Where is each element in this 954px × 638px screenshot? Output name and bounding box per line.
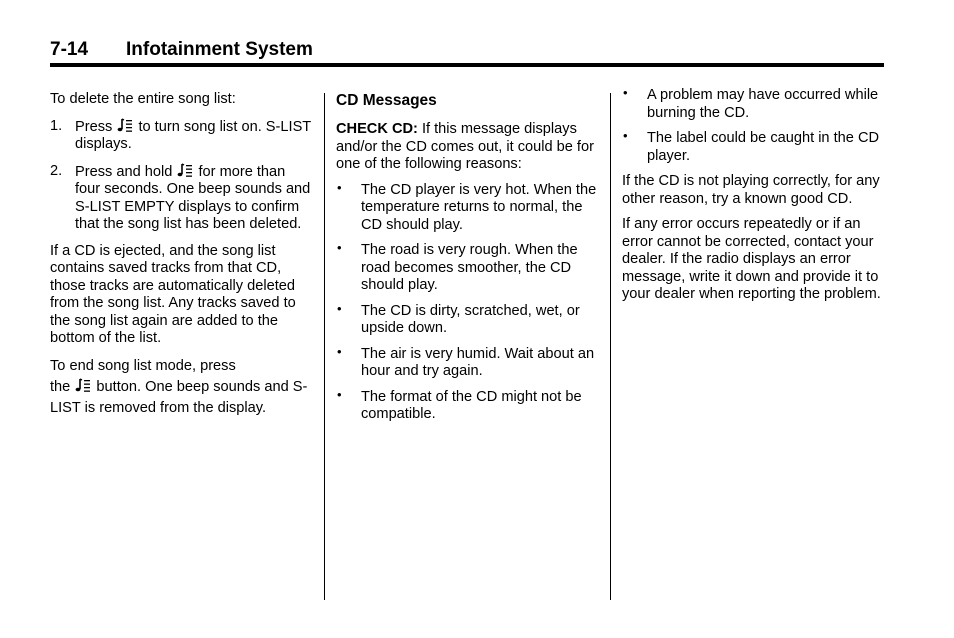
page-header [50,38,884,62]
bullet-icon: • [337,240,342,255]
step-number: 2. [50,162,63,179]
known-good-cd-paragraph: If the CD is not playing correctly, for any other reason, try a known good CD. [622,173,880,207]
bullet-item [336,179,602,235]
delete-intro: To delete the entire song list: [50,91,236,107]
bullet-text: The format of the CD might not be compatible. [361,388,582,422]
bullet-text: The CD player is very hot. When the temperature returns to normal, the CD should play. [361,181,597,233]
step-text-before: Press and hold [75,163,173,180]
bullet-item [622,130,884,165]
end-mode-paragraph [50,356,312,419]
bullet-icon: • [623,128,628,143]
song-list-icon [75,378,91,393]
step-1 [50,118,312,154]
column-2 [336,91,602,432]
step-2 [50,163,312,234]
column-divider-1 [324,93,325,600]
step-text-after: for more than four seconds. One beep sounds and S-LIST EMPTY displays to confirm that the song list has been deleted. [75,163,311,232]
bullet-icon: • [623,85,628,100]
bullet-icon: • [337,343,342,359]
step-number: 1. [50,117,63,134]
bullet-item [336,386,602,424]
song-list-icon [177,163,193,178]
column-3 [622,87,884,312]
error-paragraph: If any error occurs repeatedly or if an error cannot be corrected, contact your dealer. If the radio displays an error message, write it down and provide it to your dealer when reporting the problem. [622,216,881,302]
check-cd-text: If this message displays and/or the CD comes out, it could be for one of the following reasons: [336,121,594,172]
check-cd-label: CHECK CD: [336,121,418,137]
bullet-item [336,343,602,381]
bullet-icon: • [337,386,342,402]
check-cd-paragraph [336,121,602,174]
end-mode-after: button. One beep sounds and S-LIST is removed from the display. [50,378,308,416]
bullet-item [622,87,884,122]
bullet-text: The label could be caught in the CD player. [647,130,880,164]
step-text-after: to turn song list on. S-LIST displays. [75,118,311,152]
step-text-before: Press [75,118,113,135]
bullet-text: A problem may have occurred while burning the CD. [647,87,879,121]
bullet-icon: • [337,179,342,195]
end-mode-line1: To end song list mode, press [50,357,236,374]
bullet-item [336,300,602,338]
cd-messages-heading: CD Messages [336,92,437,109]
bullet-text: The CD is dirty, scratched, wet, or upside down. [361,302,580,336]
section-title: Infotainment System [126,39,313,60]
bullet-item [336,242,602,295]
bullet-text: The road is very rough. When the road becomes smoother, the CD should play. [361,242,578,293]
column-divider-2 [610,93,611,600]
end-mode-before: the [50,378,71,395]
page-number: 7-14 [50,39,89,60]
bullet-icon: • [337,300,342,316]
song-list-icon [117,118,133,133]
bullet-text: The air is very humid. Wait about an hour and try again. [361,345,595,379]
ejected-paragraph: If a CD is ejected, and the song list contains saved tracks from that CD, those tracks are automatically deleted from the song list. Any tracks saved to the song list again are added to the bottom of the list. [50,242,296,346]
header-rule [50,63,884,67]
column-1 [50,91,312,427]
